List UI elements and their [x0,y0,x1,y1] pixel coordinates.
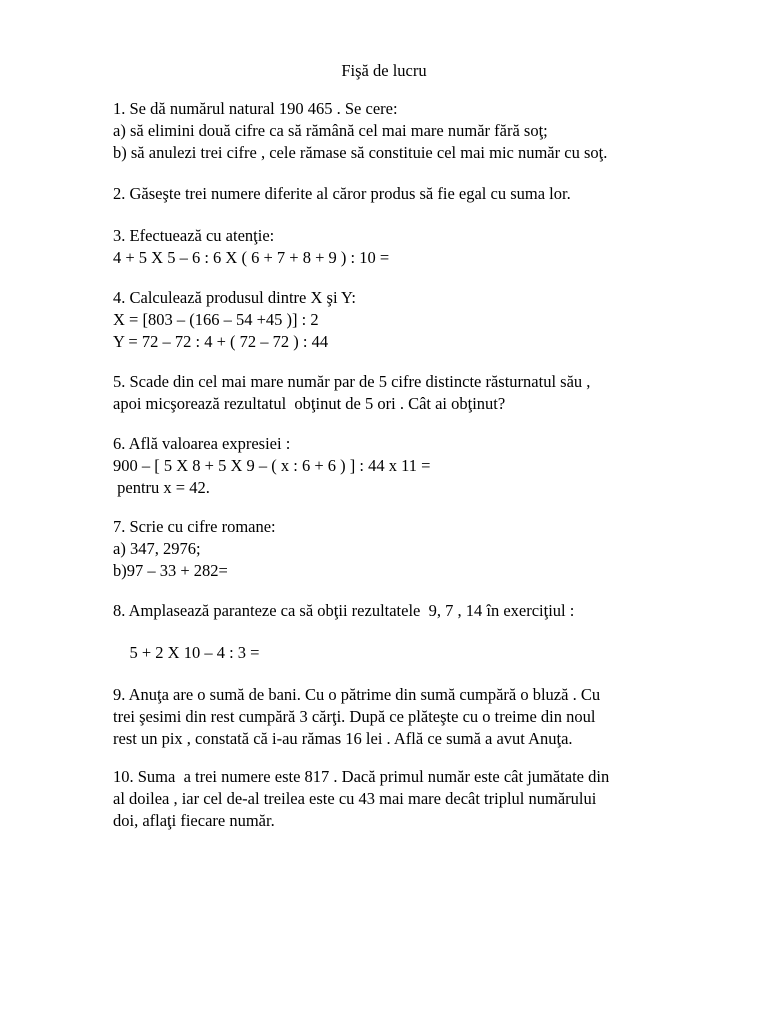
exercise-9-line-1: 9. Anuţa are o sumă de bani. Cu o pătrime din sumă cumpără o bluză . Cu [113,685,601,704]
exercise-8-line-1: 8. Amplasează paranteze ca să obţii rezultatele 9, 7 , 14 în exerciţiul : [113,601,575,620]
exercise-1-line-1: 1. Se dă numărul natural 190 465 . Se cere: [113,99,398,118]
exercise-9-line-3: rest un pix , constată că i-au rămas 16 lei . Află ce sumă a avut Anuţa. [113,729,573,748]
exercise-10-line-2: al doilea , iar cel de-al treilea este cu 43 mai mare decât triplul numărului [113,789,597,808]
exercise-2-line-1: 2. Găseşte trei numere diferite al căror produs să fie egal cu suma lor. [113,184,571,203]
exercise-5-line-1: 5. Scade din cel mai mare număr par de 5 cifre distincte răsturnatul său , [113,372,591,391]
exercise-2 [113,183,753,205]
exercise-3 [113,225,753,269]
exercise-3-line-2: 4 + 5 X 5 – 6 : 6 X ( 6 + 7 + 8 + 9 ) : 10 = [113,248,390,267]
exercise-10 [113,766,753,832]
exercise-4-line-2: X = [803 – (166 – 54 +45 )] : 2 [113,310,319,329]
exercise-10-line-1: 10. Suma a trei numere este 817 . Dacă primul număr este cât jumătate din [113,767,610,786]
exercise-5 [113,371,753,415]
exercise-9-line-2: trei şesimi din rest cumpără 3 cărţi. După ce plăteşte cu o treime din noul [113,707,596,726]
exercise-7 [113,516,753,582]
exercise-6-line-1: 6. Află valoarea expresiei : [113,434,291,453]
exercise-1-line-3: b) să anulezi trei cifre , cele rămase să constituie cel mai mic număr cu soţ. [113,143,608,162]
exercise-8-expression [113,642,753,664]
exercise-8-expression-line: 5 + 2 X 10 – 4 : 3 = [113,643,260,662]
exercise-1-line-2: a) să elimini două cifre ca să rămână cel mai mare număr fără soţ; [113,121,548,140]
exercise-4-line-1: 4. Calculează produsul dintre X şi Y: [113,288,357,307]
exercise-10-line-3: doi, aflaţi fiecare număr. [113,811,275,830]
exercise-7-line-2: a) 347, 2976; [113,539,201,558]
exercise-6 [113,433,753,499]
exercise-9 [113,684,753,750]
exercise-7-line-1: 7. Scrie cu cifre romane: [113,517,276,536]
exercise-5-line-2: apoi micşorează rezultatul obţinut de 5 ori . Cât ai obţinut? [113,394,506,413]
exercise-3-line-1: 3. Efectuează cu atenţie: [113,226,275,245]
exercise-4-line-3: Y = 72 – 72 : 4 + ( 72 – 72 ) : 44 [113,332,329,351]
page-title: Fişă de lucru [341,61,427,80]
exercise-4 [113,287,753,353]
exercise-6-line-3: pentru x = 42. [113,478,210,497]
exercise-8 [113,600,753,622]
exercise-6-line-2: 900 – [ 5 X 8 + 5 X 9 – ( x : 6 + 6 ) ] : 44 x 11 = [113,456,431,475]
exercise-7-line-3: b)97 – 33 + 282= [113,561,228,580]
exercise-1 [113,98,753,164]
